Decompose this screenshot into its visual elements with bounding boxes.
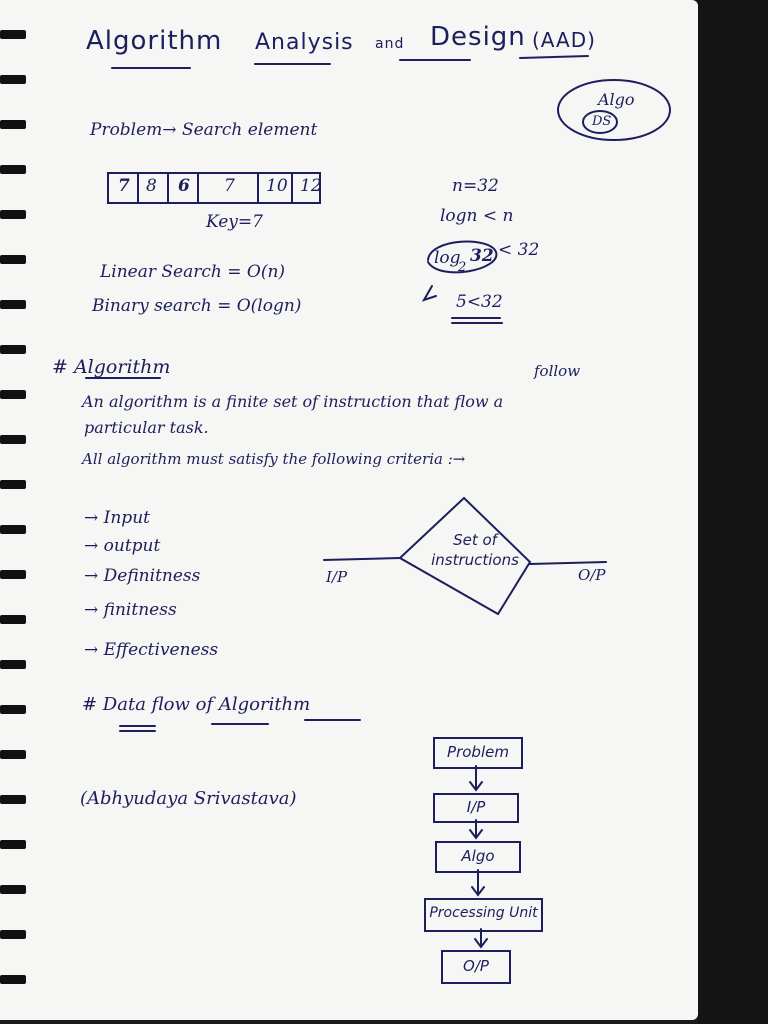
corner-ds: DS <box>592 114 612 129</box>
title-word-design: Design <box>430 22 526 52</box>
criteria-item: → Effectiveness <box>84 640 219 660</box>
array-cell: 10 <box>266 176 288 196</box>
result-text: 5<32 <box>456 292 503 312</box>
log-base-text: log <box>434 248 461 268</box>
dark-background-edge <box>698 0 768 1024</box>
flow-box-label: Processing Unit <box>429 905 538 921</box>
diagram-input-label: I/P <box>326 568 348 586</box>
criteria-line: All algorithm must satisfy the following criteria :→ <box>82 450 466 468</box>
linear-search: Linear Search = O(n) <box>100 262 286 282</box>
title-word-algorithm: Algorithm <box>86 26 223 56</box>
diamond-label: Set of instructions <box>431 531 519 569</box>
criteria-item: → Input <box>84 508 150 528</box>
log-less-than: < 32 <box>498 240 540 260</box>
title-word-analysis: Analysis <box>255 30 354 55</box>
array-cell: 7 <box>118 176 130 196</box>
log-subscript: 2 <box>458 260 467 275</box>
definition-line-2: particular task. <box>84 418 209 437</box>
array-cell: 8 <box>146 176 157 196</box>
diagram-output-label: O/P <box>578 566 606 584</box>
corner-algo: Algo <box>598 90 635 109</box>
array-cell: 6 <box>178 176 190 196</box>
algorithm-heading: # Algorithm <box>52 356 171 378</box>
key-label: Key=7 <box>206 212 263 232</box>
author-name: (Abhyudaya Srivastava) <box>80 788 297 809</box>
array-cell: 7 <box>224 176 235 196</box>
problem-line: Problem→ Search element <box>90 120 318 140</box>
flow-box-label: O/P <box>463 957 489 975</box>
array-cell: 12 <box>300 176 322 196</box>
binary-search: Binary search = O(logn) <box>92 296 302 316</box>
flow-box-label: I/P <box>466 798 486 816</box>
data-flow-heading: # Data flow of Algorithm <box>82 694 311 715</box>
follow-note: follow <box>534 362 581 380</box>
log-comparison: logn < n <box>440 206 514 226</box>
n-value: n=32 <box>452 176 499 196</box>
criteria-item: → output <box>84 536 161 556</box>
definition-line-1: An algorithm is a finite set of instruction that flow a <box>82 392 504 411</box>
title-word-and: and <box>375 36 405 52</box>
title-abbr: (AAD) <box>532 28 596 52</box>
flow-box-label: Problem <box>447 743 509 761</box>
criteria-item: → finitness <box>84 600 177 620</box>
criteria-item: → Definitness <box>84 566 201 586</box>
log-argument: 32 <box>470 246 494 266</box>
flow-box-label: Algo <box>461 847 495 865</box>
